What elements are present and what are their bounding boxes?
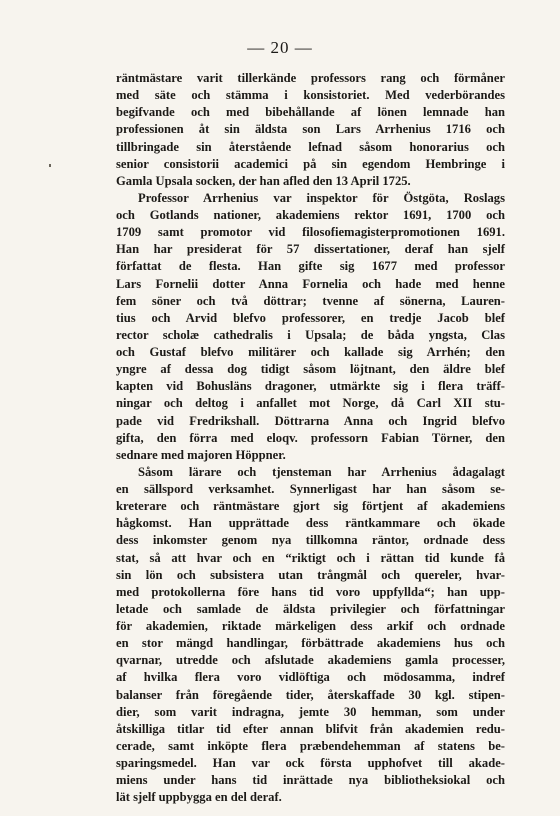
text-line: Lars Fornelii dotter Anna Fornelia och hade med henne bbox=[116, 276, 505, 291]
text-line: 1709 samt promotor vid filosofiemagisterpromotionen 1691. bbox=[116, 225, 505, 240]
text-line: lät sjelf uppbygga en del deraf. bbox=[116, 790, 282, 805]
text-line: Såsom lärare och tjensteman har Arrhenius ådagalagt bbox=[138, 464, 505, 479]
page-number: — 20 — bbox=[247, 38, 313, 57]
text-line: för akademien, riktade märkeligen dess arkif och ordnade bbox=[116, 619, 505, 633]
text-line: rector scholæ cathedralis i Upsala; de båda yngsta, Clas bbox=[116, 327, 505, 342]
text-line: kreterare och räntmästare gjort sig förtjent af akademiens bbox=[116, 499, 505, 514]
text-line: åtskilliga titlar tid efter annan blifvit från akademien redu- bbox=[116, 721, 505, 736]
text-line: räntmästare varit tillerkände professors rang och förmåner bbox=[116, 71, 505, 85]
text-line: miens under hans tid inrättade nya bibliotheksiokal och bbox=[116, 773, 505, 788]
text-line: Gamla Upsala socken, der han afled den 13 April 1725. bbox=[116, 173, 411, 188]
text-line: Professor Arrhenius var inspektor för Östgöta, Roslags bbox=[138, 190, 505, 205]
text-line: en stor mängd handlingar, förbättrade akademiens hus och bbox=[116, 636, 505, 651]
text-line: professionen åt sin äldsta son Lars Arrhenius 1716 och bbox=[116, 122, 505, 137]
text-line: sednare med majoren Höppner. bbox=[116, 447, 286, 462]
text-line: hågkomst. Han upprättade dess räntkammare och ökade bbox=[116, 516, 505, 531]
text-line: cerade, samt inköpte flera præbendehemman af statens be- bbox=[116, 738, 505, 753]
text-line: af hvilka flera voro vidlöftiga och mödosamma, indref bbox=[116, 670, 505, 685]
text-line: ningar och deltog i anfallet mot Norge, då Carl XII stu- bbox=[116, 396, 505, 411]
text-line: en sällspord verksamhet. Synnerligast har han såsom se- bbox=[116, 482, 505, 496]
text-line: balanser från föregående tider, återskaffade 30 kgl. stipen- bbox=[116, 687, 505, 702]
text-line: sparingsmedel. Han var ock första upphofvet till akade- bbox=[116, 756, 505, 770]
margin-mark bbox=[49, 164, 51, 167]
text-line: med protokollerna före hans tid voro uppfyllda“; han upp- bbox=[116, 584, 505, 599]
text-line: senior consistorii academici på sin egendom Hembringe i bbox=[116, 156, 505, 171]
text-line: tillbringade sin återstående lefnad såsom honorarius och bbox=[116, 139, 505, 154]
text-line: dess inkomster genom nya tillkomna räntor, ordnade dess bbox=[116, 533, 505, 548]
text-line: med säte och stämma i konsistoriet. Med vederbörandes bbox=[116, 88, 505, 103]
text-line: letade och samlade de äldsta privilegier och författningar bbox=[116, 601, 505, 616]
body-text bbox=[116, 70, 505, 806]
text-line: Han har presiderat för 57 dissertationer, deraf han sjelf bbox=[116, 242, 505, 257]
text-line: och Gustaf blefvo militärer och kallade sig Arrhén; den bbox=[116, 345, 505, 359]
text-line: yngre af dessa dog tidigt såsom löjtnant, den äldre blef bbox=[116, 362, 505, 377]
text-line: författat de flesta. Han gifte sig 1677 med professor bbox=[116, 259, 505, 274]
text-line: gifta, den förra med eloqv. professorn Fabian Törner, den bbox=[116, 430, 505, 445]
text-line: fem söner och två döttrar; tvenne af sönerna, Lauren- bbox=[116, 293, 505, 308]
text-line: tius och Arvid blefvo professorer, en tredje Jacob blef bbox=[116, 310, 505, 325]
text-line: och Gotlands nationer, akademiens rektor 1691, 1700 och bbox=[116, 208, 505, 222]
text-line: stat, så att hvar och en “riktigt och i rättan tid kunde få bbox=[116, 550, 505, 565]
text-line: pade vid Fredrikshall. Döttrarna Anna och Ingrid blefvo bbox=[116, 413, 505, 428]
text-line: sin lön och subsistera utan trångmål och quereler, hvar- bbox=[116, 567, 505, 582]
text-line: begifvande och med bibehållande af lönen lemnade han bbox=[116, 105, 505, 120]
text-line: qvarnar, utredde och afslutade akademiens gamla processer, bbox=[116, 653, 505, 668]
text-line: kapten vid Bohusläns dragoner, utmärkte sig i flera träff- bbox=[116, 379, 505, 394]
text-line: dier, som varit indragna, jemte 30 hemman, som under bbox=[116, 704, 505, 719]
